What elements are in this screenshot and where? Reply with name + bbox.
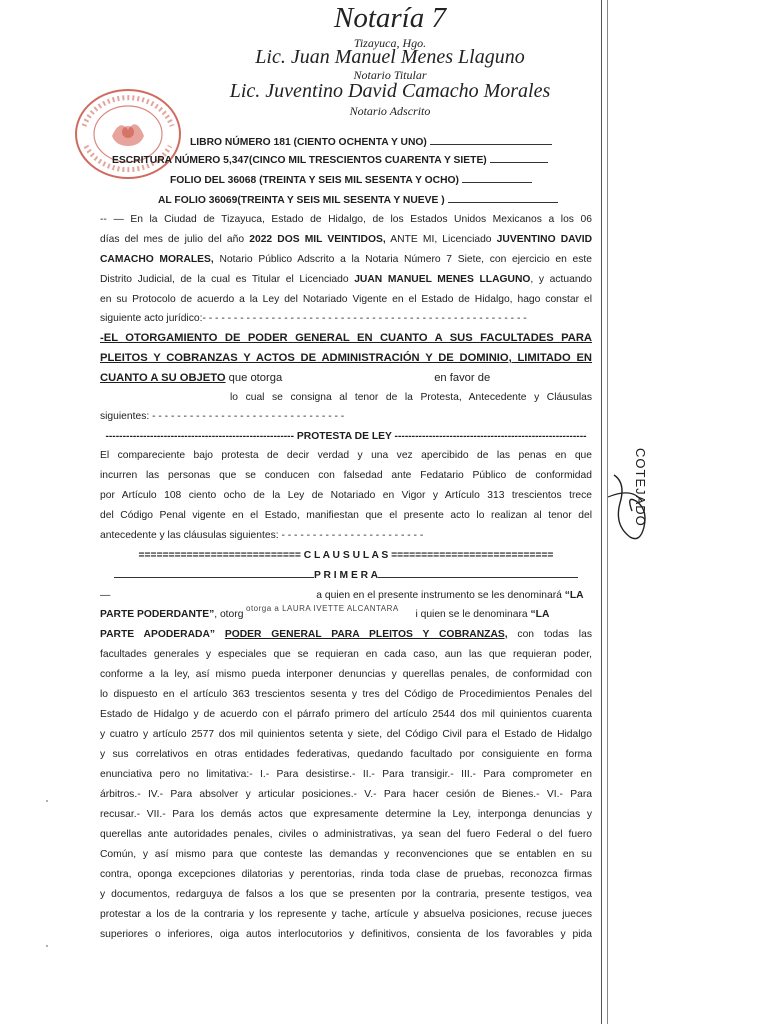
clause-line: conforme a la ley, así mismo pueda interponer denuncias y querellas penales, de conformidad con	[100, 669, 592, 680]
intro-line-4: Distrito Judicial, de la cual es Titular el Licenciado JUAN MANUEL MENES LLAGUNO, y actuando	[100, 274, 592, 285]
clause-line: querellas ante autoridades penales, civiles o administrativas, ya sean del fuero Federal o del fuero	[100, 829, 592, 840]
intro-line-5: en su Protocolo de acuerdo a la Ley del Notariado Vigente en el Estado de Hidalgo, hago constar el	[100, 294, 592, 305]
primera-heading: P R I M E R A	[100, 567, 592, 585]
notary-title: Notaría 7	[334, 2, 446, 34]
clause-line: protestar a los de la contraria y los represente y tache, artícule y absuelva posiciones, recuse jueces	[100, 909, 592, 920]
primera-line-2: PARTE PODERDANTE”, otorg i quien se le denominara “LA	[100, 609, 550, 620]
intro-line-6: siguiente acto jurídico:- - - - - - - - - - - - - - - - - - - - - - - - - - - - - - - - - - - - - - - - - - - - - - - - - - - -	[100, 313, 527, 324]
clause-line: y documentos, redarguya de falsos a los que se presenten por la contraria, presente testigos, vea	[100, 889, 592, 900]
cotejado-stamp: COTEJADO	[633, 448, 648, 527]
clause-line: y cuatro y artículo 2577 dos mil quinientos setenta y siete, del Código Civil para el Estado de Hidalgo	[100, 729, 592, 740]
clausulas-heading: =========================== C L A U S U L A S ===========================	[138, 550, 554, 561]
notary-adscrito-role: Notario Adscrito	[349, 104, 431, 118]
acto-line-5: siguientes: - - - - - - - - - - - - - - - - - - - - - - - - - - - - - - -	[100, 411, 345, 422]
clause-line: Común, y así mismo para que conteste las demandas y reconvenciones que se entablen en su	[100, 849, 592, 860]
ref-folio-del: FOLIO DEL 36068 (TREINTA Y SEIS MIL SESENTA Y OCHO)	[170, 172, 590, 190]
ref-libro: LIBRO NÚMERO 181 (CIENTO OCHENTA Y UNO)	[190, 134, 590, 152]
clause-line: contra, oponga excepciones dilatorias y perentorias, rinda toda clase de pruebas, reconozca firmas	[100, 869, 592, 880]
clause-line: enunciativa pero no limitativa:- I.- Para desistirse.- II.- Para transigir.- III.- Para comprometer en	[100, 769, 592, 780]
clause-line: facultades generales y especiales que se requieran en cada caso, aun las que requieran poder,	[100, 649, 592, 660]
margin-dot	[46, 800, 48, 802]
signature-mark-icon	[600, 445, 660, 555]
notary-titular-name: Lic. Juan Manuel Menes Llaguno	[255, 46, 525, 68]
intro-line-1: -- — En la Ciudad de Tizayuca, Estado de Hidalgo, de los Estados Unidos Mexicanos a los 06	[100, 214, 592, 225]
protesta-heading: ------------------------------------------------------- PROTESTA DE LEY --------------------------------------------------------	[105, 431, 587, 442]
acto-line-4: lo cual se consigna al tenor de la Protesta, Antecedente y Cláusulas	[230, 392, 592, 403]
clause-line: Estado de Hidalgo y de acuerdo con el párrafo primero del artículo 2544 dos mil quinientos cuarenta	[100, 709, 592, 720]
clause-line: superiores o inferiores, oiga autos interlocutorios y definitivos, consienta de los favorables y pida	[100, 929, 592, 940]
overlay-name-fragment: otorga a LAURA IVETTE ALCANTARA	[246, 604, 399, 613]
notary-adscrito-name: Lic. Juventino David Camacho Morales	[229, 80, 551, 102]
primera-line-3: PARTE APODERADA” PODER GENERAL PARA PLEITOS Y COBRANZAS, con todas las	[100, 629, 592, 640]
acto-line-2: PLEITOS Y COBRANZAS Y ACTOS DE ADMINISTRACIÓN Y DE DOMINIO, LIMITADO EN	[100, 352, 592, 364]
margin-dot	[46, 945, 48, 947]
clause-line: y sus correlativos en otras entidades federativas, quedando facultado por consiguiente en forma	[100, 749, 592, 760]
acto-line-3: CUANTO A SU OBJETO que otorga en favor de	[100, 372, 491, 384]
intro-line-3: CAMACHO MORALES, Notario Público Adscrito a la Notaria Número 7 Siete, con ejercicio en este	[100, 254, 592, 265]
clause-line: recusar.- VII.- Para los demás actos que expresamente determine la Ley, interponga denuncias y	[100, 809, 592, 820]
protesta-line-3: por Artículo 108 ciento ocho de la Ley de Notariado en Vigor y Artículo 313 trescientos trece	[100, 490, 592, 501]
intro-line-2: días del mes de julio del año 2022 DOS MIL VEINTIDOS, ANTE MI, Licenciado JUVENTINO DAVID	[100, 234, 592, 245]
clause-line: lo dispuesto en el artículo 363 trescientos sesenta y tres del Código de Procedimientos Penales del	[100, 689, 592, 700]
protesta-line-1: El compareciente bajo protesta de decir verdad y una vez apercibido de las penas en que	[100, 450, 592, 461]
protesta-line-4: del Código Penal vigente en el Estado, manifiestan que el presente acto lo realizan al tenor del	[100, 510, 592, 521]
protesta-line-2: incurren las personas que se conducen con falsedad ante Fedatario Público de conformidad	[100, 470, 592, 481]
ref-folio-al: AL FOLIO 36069(TREINTA Y SEIS MIL SESENTA Y NUEVE )	[158, 192, 590, 210]
clause-line: árbitros.- IV.- Para absolver y articular posiciones.- V.- Para hacer cesión de Bienes.- VI.- Para	[100, 789, 592, 800]
primera-line-1: — a quien en el presente instrumento se les denominará “LA	[100, 590, 584, 601]
acto-line-1: -EL OTORGAMIENTO DE PODER GENERAL EN CUANTO A SUS FACULTADES PARA	[100, 332, 592, 344]
notary-city: Tizayuca, Hgo.	[353, 36, 427, 50]
protesta-line-5: antecedente y las cláusulas siguientes: - - - - - - - - - - - - - - - - - - - - - - -	[100, 530, 424, 541]
ref-escritura: ESCRITURA NÚMERO 5,347(CINCO MIL TRESCIENTOS CUARENTA Y SIETE)	[112, 152, 590, 170]
notary-titular-role: Notario Titular	[353, 68, 427, 82]
